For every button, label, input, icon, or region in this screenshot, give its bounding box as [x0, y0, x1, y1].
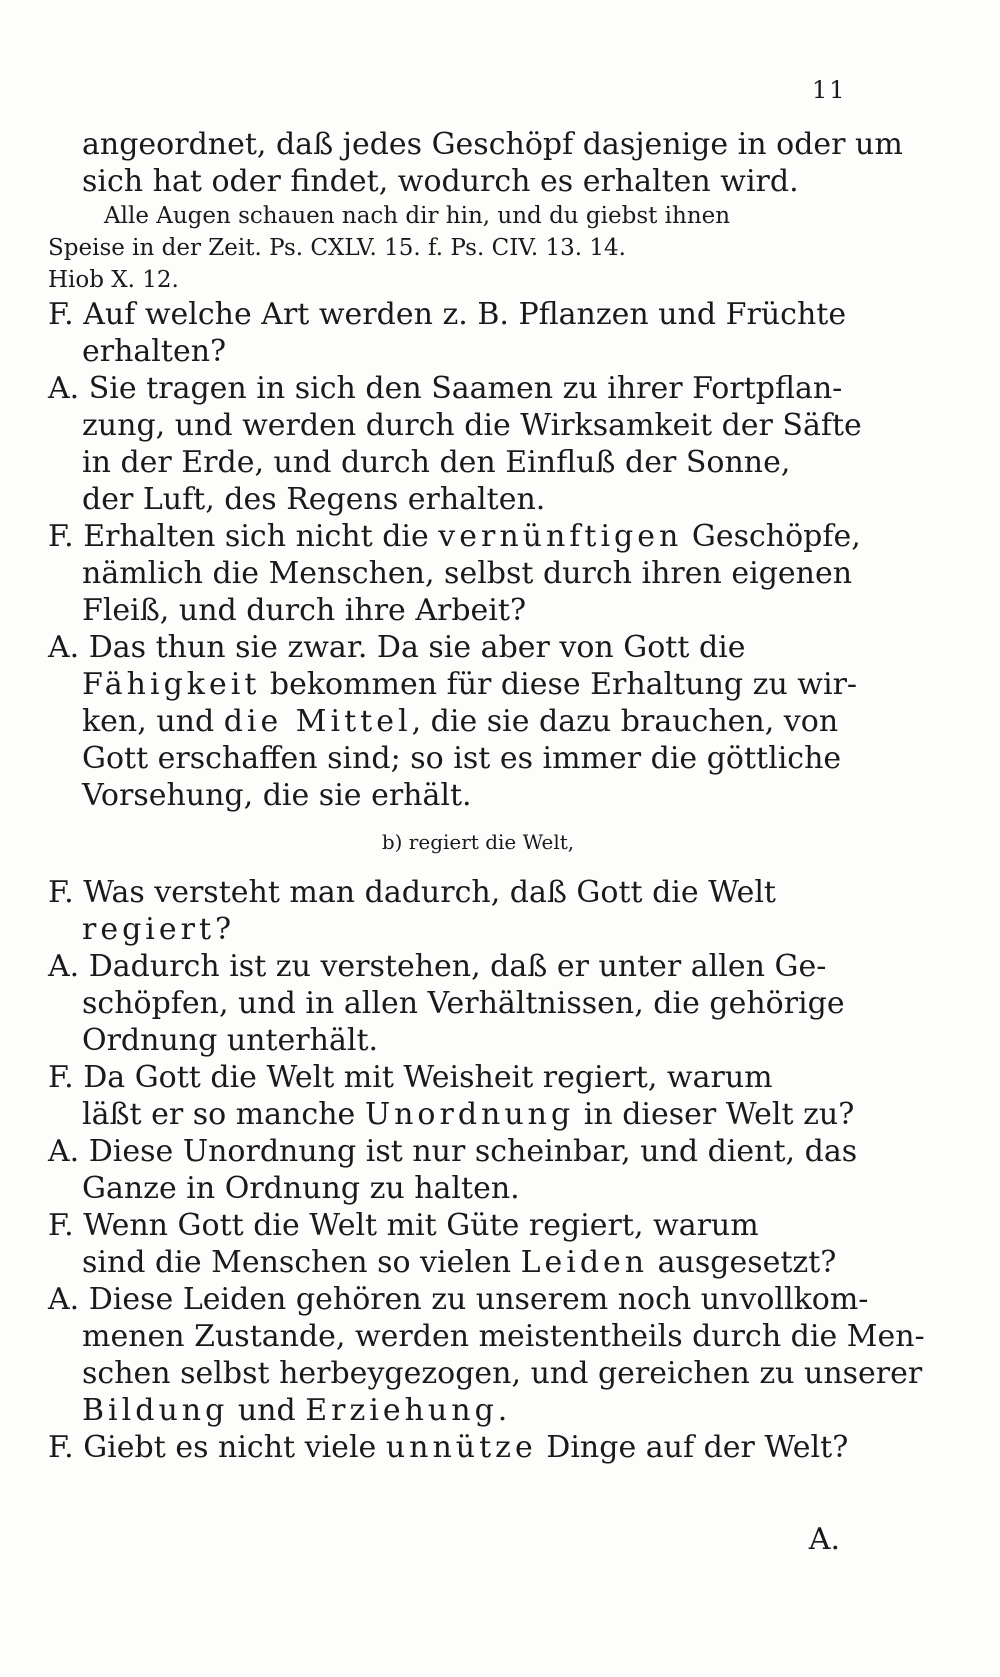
text-span: ken, und — [82, 704, 224, 739]
spaced-text: Unordnung — [364, 1097, 575, 1132]
text-line: in der Erde, und durch den Einfluß der Sonne, — [82, 445, 791, 480]
spaced-text: Leiden — [520, 1245, 649, 1280]
text-span: F. Erhalten sich nicht die — [48, 519, 439, 554]
text-line — [48, 703, 848, 740]
text-span: , die sie dazu brauchen, von — [411, 704, 839, 739]
scripture-line: Speise in der Zeit. Ps. CXLV. 15. f. Ps. CIV. 13. 14. — [48, 235, 626, 261]
text-span: in dieser Welt zu? — [574, 1097, 855, 1132]
spaced-text: unnütze — [385, 1430, 537, 1465]
text-line: schöpfen, und in allen Verhältnissen, die gehörige — [82, 986, 845, 1021]
answer-line: A. Dadurch ist zu verstehen, daß er unter allen Ge- — [48, 949, 827, 984]
question-line: F. Da Gott die Welt mit Weisheit regiert, warum — [48, 1060, 773, 1095]
text-line — [48, 1244, 848, 1281]
page-body — [48, 126, 925, 1466]
text-line — [48, 1392, 848, 1429]
text-span: sind die Menschen so vielen — [82, 1245, 521, 1280]
text-line: Ordnung unterhält. — [82, 1023, 379, 1058]
text-line: Vorsehung, die sie erhält. — [82, 778, 472, 813]
question-line — [48, 518, 861, 555]
question-line: F. Auf welche Art werden z. B. Pflanzen und Früchte — [48, 297, 847, 332]
question-line: F. Was versteht man dadurch, daß Gott die Welt — [48, 875, 776, 910]
scripture-line: Alle Augen schauen nach dir hin, und du giebst ihnen — [104, 203, 731, 229]
section-heading: b) regiert die Welt, — [381, 830, 575, 854]
spaced-text: vernünftigen — [438, 519, 683, 554]
text-line: schen selbst herbeygezogen, und gereichen zu unserer — [82, 1356, 923, 1391]
text-span: Dinge auf der Welt? — [536, 1430, 849, 1465]
text-line: angeordnet, daß jedes Geschöpf dasjenige in oder um — [82, 127, 903, 162]
text-line — [48, 666, 858, 703]
text-span: und — [228, 1393, 306, 1428]
text-line: nämlich die Menschen, selbst durch ihren eigenen — [82, 556, 853, 591]
text-line: regiert? — [82, 912, 236, 947]
answer-line: A. Sie tragen in sich den Saamen zu ihrer Fortpflan- — [48, 371, 843, 406]
text-span: Geschöpfe, — [682, 519, 861, 554]
question-line: F. Wenn Gott die Welt mit Güte regiert, warum — [48, 1208, 759, 1243]
text-line — [48, 1096, 855, 1133]
text-span: F. Giebt es nicht viele — [48, 1430, 386, 1465]
text-line: Ganze in Ordnung zu halten. — [82, 1171, 520, 1206]
question-line — [48, 1429, 848, 1466]
text-line: sich hat oder findet, wodurch es erhalten wird. — [82, 164, 799, 199]
spaced-text: Bildung — [82, 1393, 229, 1428]
text-line: zung, und werden durch die Wirksamkeit der Säfte — [82, 408, 862, 443]
text-line: Fleiß, und durch ihre Arbeit? — [82, 593, 527, 628]
text-span: . — [497, 1393, 508, 1428]
answer-line: A. Diese Unordnung ist nur scheinbar, und dient, das — [48, 1134, 858, 1169]
text-span: ausgesetzt? — [648, 1245, 837, 1280]
page-number: 11 — [812, 76, 847, 104]
catchword: A. — [808, 1522, 840, 1557]
spaced-text: Fähigkeit — [82, 667, 261, 702]
answer-line: A. Diese Leiden gehören zu unserem noch unvollkom- — [48, 1282, 869, 1317]
text-span: läßt er so manche — [82, 1097, 365, 1132]
scripture-line: Hiob X. 12. — [48, 267, 179, 293]
text-line: menen Zustande, werden meistentheils durch die Men- — [82, 1319, 925, 1354]
text-line: erhalten? — [82, 334, 227, 369]
text-line: Gott erschaffen sind; so ist es immer die göttliche — [82, 741, 842, 776]
text-span: bekommen für diese Erhaltung zu wir- — [260, 667, 858, 702]
text-line: der Luft, des Regens erhalten. — [82, 482, 546, 517]
spaced-text: Erziehung — [305, 1393, 498, 1428]
spaced-text: die Mittel — [223, 704, 412, 739]
answer-line: A. Das thun sie zwar. Da sie aber von Gott die — [48, 630, 746, 665]
